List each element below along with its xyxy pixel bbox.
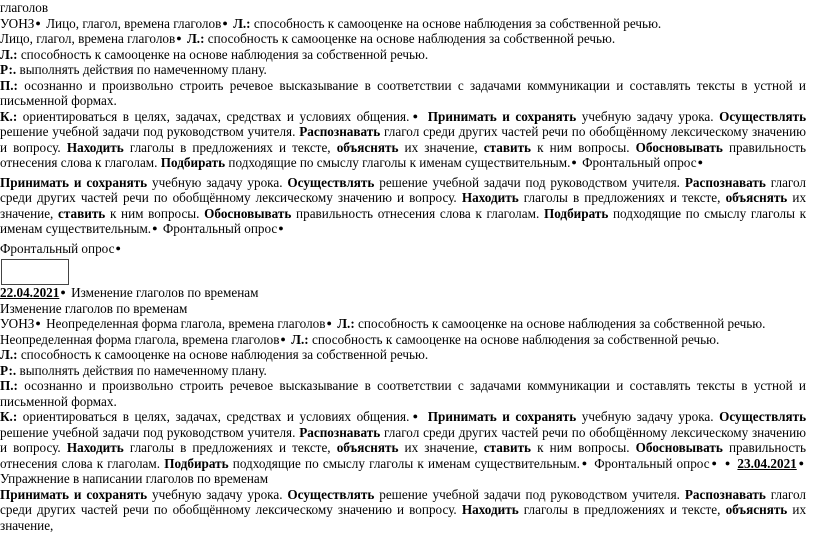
p2-paragraph: П.: осознанно и произвольно строить речевое высказывание в соответствии с задачами коммуникации и составлять тексты в устной и письменной формах. xyxy=(0,378,806,409)
k-paragraph: К.: ориентироваться в целях, задачах, средствах и условиях общения.● Принимать и сохранять учебную задачу урока. Осуществлять решение учебной задачи под руководством учителя. Распознавать глагол среди других частей речи по обобщённому лексическому значению и вопросу. Находить глаголы в предложениях и тексте, объяснять их значение, ставить к ним вопросы. Обосновывать правильность отнесения слова к глаголам. Подбирать подходящие по смыслу глаголы к именам существительным.● Фронтальный опрос● xyxy=(0,109,806,171)
bullet-icon: ● xyxy=(581,458,588,468)
uonz2-line: УОНЗ● Неопределенная форма глагола, времена глаголов● Л.: способность к самооценке на основе наблюдения за собственной речью. xyxy=(0,316,806,332)
bullet-icon: ● xyxy=(280,334,285,344)
p-paragraph: П.: осознанно и произвольно строить речевое высказывание в соответствии с задачами коммуникации и составлять тексты в устной и письменной формах. xyxy=(0,78,806,109)
bullet-icon: ● xyxy=(60,287,65,297)
r-line: Р:. выполнять действия по намеченному плану. xyxy=(0,62,806,78)
bullet-icon: ● xyxy=(698,157,703,167)
uonz-line: УОНЗ● Лицо, глагол, времена глаголов● Л.: способность к самооценке на основе наблюдения за собственной речью. xyxy=(0,16,806,32)
bullet-icon: ● xyxy=(711,458,718,468)
topic-line: Лицо, глагол, времена глаголов● Л.: способность к самооценке на основе наблюдения за собственной речью. xyxy=(0,31,806,47)
date-line: 22.04.2021● Изменение глаголов по временам xyxy=(0,285,806,301)
bullet-icon: ● xyxy=(35,18,40,28)
empty-cell-box xyxy=(1,259,69,285)
bullet-icon: ● xyxy=(278,223,283,233)
bullet-icon: ● xyxy=(327,318,332,328)
bullet-icon: ● xyxy=(115,243,120,253)
bullet-icon: ● xyxy=(798,458,804,468)
l-line: Л.: способность к самооценке на основе наблюдения за собственной речью. xyxy=(0,47,806,63)
bullet-icon: ● xyxy=(152,223,157,233)
topic2-line: Изменение глаголов по временам xyxy=(0,301,806,317)
activities2-paragraph: Принимать и сохранять учебную задачу урока. Осуществлять решение учебной задачи под руководством учителя. Распознавать глагол среди других частей речи по обобщённому лексическому значению и вопросу. Находить глаголы в предложениях и тексте, объяснять их значение, xyxy=(0,487,806,533)
frontal-line: Фронтальный опрос● xyxy=(0,241,806,257)
bullet-icon: ● xyxy=(725,458,731,468)
activities-paragraph: Принимать и сохранять учебную задачу урока. Осуществлять решение учебной задачи под руководством учителя. Распознавать глагол среди других частей речи по обобщённому лексическому значению и вопросу. Находить глаголы в предложениях и тексте, объяснять их значение, ставить к ним вопросы. Обосновывать правильность отнесения слова к глаголам. Подбирать подходящие по смыслу глаголы к именам существительным.● Фронтальный опрос● xyxy=(0,175,806,237)
bullet-icon: ● xyxy=(410,111,420,121)
bullet-icon: ● xyxy=(222,18,227,28)
subtopic-line: Неопределенная форма глагола, времена глаголов● Л.: способность к самооценке на основе наблюдения за собственной речью. xyxy=(0,332,806,348)
r2-line: Р:. выполнять действия по намеченному плану. xyxy=(0,363,806,379)
bullet-icon: ● xyxy=(176,33,181,43)
bullet-icon: ● xyxy=(571,157,576,167)
top-word: глаголов xyxy=(0,0,806,16)
l2-line: Л.: способность к самооценке на основе наблюдения за собственной речью. xyxy=(0,347,806,363)
bullet-icon: ● xyxy=(410,411,420,421)
k2-paragraph: К.: ориентироваться в целях, задачах, средствах и условиях общения.● Принимать и сохранять учебную задачу урока. Осуществлять решение учебной задачи под руководством учителя. Распознавать глагол среди других частей речи по обобщённому лексическому значению и вопросу. Находить глаголы в предложениях и тексте, объяснять их значение, ставить к ним вопросы. Обосновывать правильность отнесения слова к глаголам. Подбирать подходящие по смыслу глаголы к именам существительным.● Фронтальный опрос● ● 23.04.2021● Упражнение в написании глаголов по временам xyxy=(0,409,806,487)
bullet-icon: ● xyxy=(35,318,40,328)
